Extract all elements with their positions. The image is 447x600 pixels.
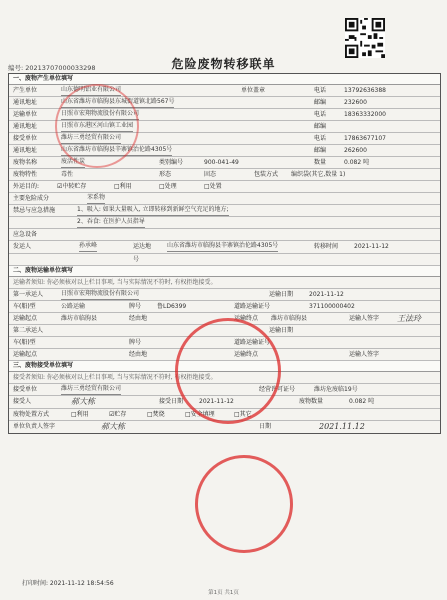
label-head-sign: 单位负责人签字	[13, 423, 56, 430]
receiver-phone: 17863677107	[344, 135, 386, 142]
transfer-time-suffix: 号	[133, 256, 140, 263]
method-incinerate: □焚烧	[147, 411, 165, 418]
section-receive: 三、废物接受单位填写	[9, 361, 440, 372]
label-receiver-address: 通讯地址	[13, 147, 38, 154]
checkbox-icon: □	[71, 411, 77, 418]
plate-number: 鲁LD6399	[157, 303, 187, 310]
transporter-phone: 18363332000	[344, 111, 386, 118]
label-vehicle: 车(船)型	[13, 303, 36, 310]
checkbox-icon: □	[159, 183, 165, 190]
label-receiver-person: 接受人	[13, 398, 32, 405]
label-transporter-sign: 运输人签字	[349, 315, 380, 322]
row-transfer-suffix	[9, 254, 440, 266]
purpose-transfer: ☑中转贮存	[57, 183, 87, 190]
label-transfer-time: 转移时间	[314, 243, 339, 250]
section-producer: 一、废物产生单位填写	[9, 74, 440, 85]
label-second-permit: 道路运输证号	[234, 339, 271, 346]
row-emergency-equipment	[9, 229, 440, 241]
emergency-1: 1、吸入: 如果大量吸入, 立即转移到新鲜空气充足的地方;	[77, 205, 229, 216]
label-transporter: 运输单位	[13, 111, 38, 118]
row-property	[9, 169, 440, 181]
label-route-start: 运输起点	[13, 315, 38, 322]
qr-code-icon	[345, 18, 385, 58]
label-second-plate: 牌号	[129, 339, 142, 346]
label-second-vehicle: 车(船)型	[13, 339, 36, 346]
producer-stamp	[55, 84, 139, 168]
label-transport-postcode: 邮编	[314, 123, 327, 130]
label-disposal-method: 废物处置方式	[13, 411, 50, 418]
method-utilize: □利用	[71, 411, 89, 418]
checkbox-icon: ☑	[57, 183, 63, 190]
receiver-name: 潍坊三勇经贸有限公司	[61, 133, 121, 144]
purpose-dispose: □处置	[204, 183, 222, 190]
label-sign-date: 日期	[259, 423, 272, 430]
label-quantity: 数量	[314, 159, 327, 166]
receive-quantity: 0.082 吨	[349, 398, 375, 405]
label-emergency-equipment: 应急设备	[13, 231, 38, 238]
label-route-end: 运输终点	[234, 315, 259, 322]
label-via: 经由地	[129, 315, 148, 322]
label-second-sign: 运输人签字	[349, 351, 380, 358]
waste-property: 毒性	[61, 171, 74, 178]
label-category: 类别编号	[159, 159, 184, 166]
main-hazard: 苯系物	[87, 193, 105, 204]
label-postcode: 邮编	[314, 99, 327, 106]
receiver-address: 山东省潍坊市临朐县辛寨镇治伦路4305号	[61, 145, 172, 156]
label-packaging: 包装方式	[254, 171, 279, 178]
vehicle-type: 公路运输	[61, 303, 86, 310]
label-transporter-phone: 电话	[314, 111, 327, 118]
label-second-start: 运输起点	[13, 351, 38, 358]
label-transport-address: 通讯地址	[13, 123, 38, 130]
row-shipper	[9, 241, 440, 254]
method-landfill: □安全填埋	[185, 411, 215, 418]
license-number: 潍坊危废临19号	[314, 386, 358, 393]
transporter-signature: 王法玲	[397, 314, 421, 323]
label-second-carrier: 第二承运人	[13, 327, 44, 334]
waste-packaging: 编织袋(其它,数量 1)	[291, 171, 346, 178]
checkbox-icon: □	[185, 411, 191, 418]
method-other: □其它	[234, 411, 252, 418]
page-title: 危险废物转移联单	[171, 57, 276, 71]
waste-category: 900-041-49	[204, 159, 239, 166]
transport-address: 日照市东港区河山镇工业园	[61, 121, 133, 132]
label-first-carrier: 第一承运人	[13, 291, 44, 298]
label-second-end: 运输终点	[234, 351, 259, 358]
checkbox-icon: □	[204, 183, 210, 190]
label-outbound: 外运目的:	[13, 183, 40, 190]
label-emergency: 禁忌与应急措施	[13, 207, 56, 214]
label-property: 废物特性	[13, 171, 38, 178]
document-number: 编号: 20213707000033298	[8, 64, 96, 72]
label-main-hazard: 主要危险成分	[13, 195, 50, 202]
origin: 山东省潍坊市临朐县辛寨镇治伦路4305号	[167, 241, 278, 252]
receiver-signature: 郝大栋	[71, 397, 95, 406]
transfer-time: 2021-11-12	[354, 243, 389, 250]
label-second-date: 运输日期	[269, 327, 294, 334]
row-main-hazard	[9, 193, 440, 205]
producer-phone: 13792636388	[344, 87, 386, 94]
receive-date: 2021-11-12	[199, 398, 234, 405]
receive-notice: 接受者须知: 你必须核对以上栏目事项, 当与实际情况不符时, 有权拒绝接受。	[13, 374, 217, 381]
purpose-treat: □处理	[159, 183, 177, 190]
route-start: 潍坊市临朐县	[61, 315, 98, 322]
producer-address: 山东省潍坊市临朐县东城街道镇北路567号	[61, 97, 174, 108]
page-number: 第1页 共1页	[208, 590, 239, 596]
label-seal: 单位盖章	[241, 87, 266, 94]
label-license: 经营许可证号	[259, 386, 296, 393]
print-time: 打印时间: 2021-11-12 18:54:56	[22, 580, 114, 587]
label-plate: 牌号	[129, 303, 142, 310]
receive-unit: 潍坊三勇经贸有限公司	[61, 384, 121, 395]
label-producer: 产生单位	[13, 87, 38, 94]
receiver-postcode: 262600	[344, 147, 367, 154]
label-second-via: 经由地	[129, 351, 148, 358]
waste-form: 固态	[204, 171, 217, 178]
row-first-carrier	[9, 289, 440, 301]
checkbox-icon: □	[147, 411, 153, 418]
label-address: 通讯地址	[13, 99, 38, 106]
label-permit: 道路运输证号	[234, 303, 271, 310]
label-transport-date: 运输日期	[269, 291, 294, 298]
route-end: 潍坊市临朐县	[271, 315, 308, 322]
row-purpose	[9, 181, 440, 193]
producer-postcode: 232600	[344, 99, 367, 106]
checkbox-icon: ☑	[109, 411, 115, 418]
row-transport-notice	[9, 277, 440, 289]
waste-quantity: 0.082 吨	[344, 159, 370, 166]
label-shipper: 发运人	[13, 243, 32, 250]
label-receive-quantity: 废物数量	[299, 398, 324, 405]
row-emergency-1	[9, 205, 440, 217]
label-receive-date: 接受日期	[159, 398, 184, 405]
transporter-stamp	[175, 318, 281, 424]
road-permit: 371100000402	[309, 303, 355, 310]
shipper-name: 孙承峰	[79, 241, 97, 252]
sign-date: 2021.11.12	[319, 422, 365, 431]
checkbox-icon: □	[234, 411, 240, 418]
label-receiver-phone: 电话	[314, 135, 327, 142]
emergency-2: 2、吞食: 在医护人员指导	[77, 217, 145, 228]
label-phone: 电话	[314, 87, 327, 94]
label-receive-unit: 接受单位	[13, 386, 38, 393]
transport-date: 2021-11-12	[309, 291, 344, 298]
transporter-name: 日照市宏翔物流股份有限公司	[61, 109, 139, 120]
label-form: 形态	[159, 171, 172, 178]
producer-name: 山东德明铝业有限公司	[61, 85, 121, 96]
section-transport: 二、废物运输单位填写	[9, 266, 440, 277]
head-signature: 郝大栋	[101, 422, 125, 431]
method-storage: ☑贮存	[109, 411, 127, 418]
purpose-use: □利用	[114, 183, 132, 190]
waste-name: 废活性炭	[61, 157, 85, 168]
checkbox-icon: □	[114, 183, 120, 190]
row-emergency-2	[9, 217, 440, 229]
label-receiver-postcode: 邮编	[314, 147, 327, 154]
transport-notice: 运输者须知: 你必须核对以上栏目事项, 当与实际情况不符时, 有权拒绝接受。	[13, 279, 217, 286]
label-receiver: 接受单位	[13, 135, 38, 142]
row-vehicle	[9, 301, 440, 313]
label-waste-name: 废物名称	[13, 159, 38, 166]
label-origin: 运达地	[133, 243, 152, 250]
receiver-stamp	[195, 455, 293, 553]
first-carrier: 日照市宏翔物流股份有限公司	[61, 289, 139, 300]
